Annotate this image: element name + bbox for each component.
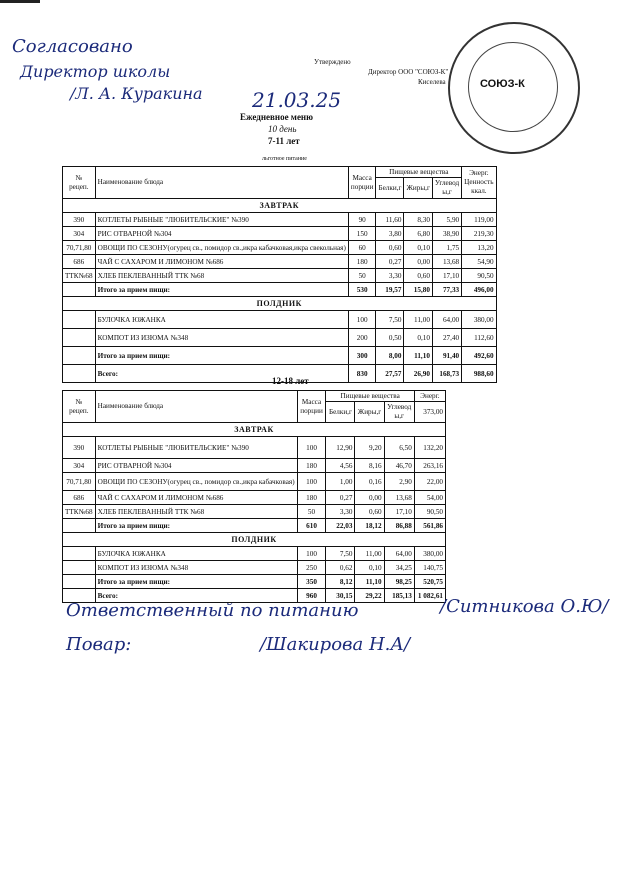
approval-left-line1: Согласовано — [12, 36, 133, 57]
total-carb: 86,88 — [384, 519, 414, 533]
menu-date: 21.03.25 — [252, 88, 342, 112]
total-carb: 98,25 — [384, 575, 414, 589]
cell-recipe: 304 — [63, 459, 96, 473]
cell-dish: РИС ОТВАРНОЙ №304 — [95, 459, 297, 473]
cell-protein: 3,30 — [326, 505, 355, 519]
table-row — [63, 311, 497, 329]
cell-fat: 9,20 — [355, 437, 384, 459]
col-carb: Углевод ы,г — [432, 178, 461, 199]
cell-carb: 6,50 — [384, 437, 414, 459]
cell-energy: 380,00 — [462, 311, 496, 329]
cell-dish: ОВОЩИ ПО СЕЗОНУ(огурец св., помидор св.,икра кабачковая) — [95, 473, 297, 491]
cell-energy: 54,90 — [462, 255, 496, 269]
col-mass: Масса порции — [297, 391, 326, 423]
cell-energy: 380,00 — [414, 547, 445, 561]
total-mass: 350 — [297, 575, 326, 589]
col-energy-label: Энерг. — [414, 391, 445, 402]
cell-recipe: 390 — [63, 437, 96, 459]
grand-total-protein: 27,57 — [376, 365, 404, 383]
cell-mass: 180 — [348, 255, 376, 269]
cell-empty — [63, 519, 96, 533]
total-fat: 18,12 — [355, 519, 384, 533]
company-stamp — [448, 22, 580, 154]
cell-protein: 0,60 — [376, 241, 404, 255]
cell-recipe: 390 — [63, 213, 96, 227]
cell-dish: КОТЛЕТЫ РЫБНЫЕ "ЛЮБИТЕЛЬСКИЕ" №390 — [95, 437, 297, 459]
cell-mass: 100 — [297, 547, 326, 561]
menu-age: 7-11 лет — [268, 136, 300, 146]
cell-fat: 0,60 — [355, 505, 384, 519]
cell-energy: 90,50 — [462, 269, 496, 283]
col-recipe: № рецеп. — [63, 391, 96, 423]
cell-protein: 3,80 — [376, 227, 404, 241]
total-mass: 610 — [297, 519, 326, 533]
grand-total-fat: 26,90 — [404, 365, 432, 383]
total-label: Итого за прием пищи: — [95, 575, 297, 589]
cell-protein: 0,27 — [376, 255, 404, 269]
col-mass: Масса порции — [348, 167, 376, 199]
grand-total-carb: 168,73 — [432, 365, 461, 383]
cell-protein: 0,27 — [326, 491, 355, 505]
cell-dish: РИС ОТВАРНОЙ №304 — [95, 227, 348, 241]
total-protein: 19,57 — [376, 283, 404, 297]
cell-fat: 8,16 — [355, 459, 384, 473]
table-row — [63, 459, 446, 473]
cell-mass: 200 — [348, 329, 376, 347]
cell-energy: 119,00 — [462, 213, 496, 227]
cell-energy: 54,00 — [414, 491, 445, 505]
cell-fat: 0,00 — [404, 255, 432, 269]
cell-recipe: 70,71,80 — [63, 473, 96, 491]
cook-name: /Шакирова Н.А/ — [260, 634, 411, 655]
total-protein: 8,12 — [326, 575, 355, 589]
cell-fat: 0,10 — [355, 561, 384, 575]
cell-empty — [63, 365, 96, 383]
total-label: Итого за прием пищи: — [95, 347, 348, 365]
total-mass: 530 — [348, 283, 376, 297]
responsible-label: Ответственный по питанию — [66, 600, 359, 621]
table-row — [63, 505, 446, 519]
cell-mass: 100 — [297, 437, 326, 459]
total-energy: 520,75 — [414, 575, 445, 589]
col-nutrients: Пищевые вещества — [376, 167, 462, 178]
approved-label: Утверждено — [314, 58, 351, 66]
cell-carb: 2,90 — [384, 473, 414, 491]
col-fat: Жиры,г — [355, 402, 384, 423]
section-breakfast: ЗАВТРАК — [63, 199, 497, 213]
cell-carb: 13,68 — [432, 255, 461, 269]
cell-carb: 34,25 — [384, 561, 414, 575]
cell-recipe — [63, 547, 96, 561]
cook-label: Повар: — [66, 634, 132, 655]
table-row — [63, 561, 446, 575]
cell-dish: ОВОЩИ ПО СЕЗОНУ(огурец св., помидор св.,икра кабачковая,икра свекольная) — [95, 241, 348, 255]
cell-dish: БУЛОЧКА ЮЖАНКА — [95, 311, 348, 329]
cell-dish: ХЛЕБ ПЕКЛЕВАННЫЙ ТТК №68 — [95, 505, 297, 519]
table-row — [63, 227, 497, 241]
total-carb: 77,33 — [432, 283, 461, 297]
cell-carb: 17,10 — [384, 505, 414, 519]
cell-energy: 22,00 — [414, 473, 445, 491]
col-energy-value: 373,00 — [414, 402, 445, 423]
grand-total-energy: 1 082,61 — [414, 589, 445, 603]
cell-dish: БУЛОЧКА ЮЖАНКА — [95, 547, 297, 561]
cell-energy: 263,16 — [414, 459, 445, 473]
cell-protein: 4,56 — [326, 459, 355, 473]
cell-mass: 180 — [297, 491, 326, 505]
cell-empty — [63, 575, 96, 589]
grand-total-label: Всего: — [95, 365, 348, 383]
cell-energy: 132,20 — [414, 437, 445, 459]
total-row — [63, 575, 446, 589]
cell-recipe: ТТК№68 — [63, 269, 96, 283]
cell-recipe: 70,71,80 — [63, 241, 96, 255]
section-breakfast: ЗАВТРАК — [63, 423, 446, 437]
total-row — [63, 519, 446, 533]
menu-table-7-11 — [62, 166, 497, 383]
cell-mass: 250 — [297, 561, 326, 575]
total-row — [63, 347, 497, 365]
cell-mass: 100 — [348, 311, 376, 329]
total-protein: 22,03 — [326, 519, 355, 533]
total-mass: 300 — [348, 347, 376, 365]
table-row — [63, 547, 446, 561]
cell-energy: 13,20 — [462, 241, 496, 255]
cell-carb: 1,75 — [432, 241, 461, 255]
section-snack: ПОЛДНИК — [63, 297, 497, 311]
total-energy: 492,60 — [462, 347, 496, 365]
director-name: Киселева — [418, 78, 446, 86]
grand-total-fat: 29,22 — [355, 589, 384, 603]
total-fat: 11,10 — [355, 575, 384, 589]
cell-carb: 5,90 — [432, 213, 461, 227]
cell-carb: 46,70 — [384, 459, 414, 473]
table-row — [63, 329, 497, 347]
director-line: Директор ООО "СОЮЗ-К" — [368, 68, 449, 76]
cell-protein: 1,00 — [326, 473, 355, 491]
cell-dish: КОМПОТ ИЗ ИЗЮМА №348 — [95, 329, 348, 347]
table-row — [63, 473, 446, 491]
cell-dish: ЧАЙ С САХАРОМ И ЛИМОНОМ №686 — [95, 491, 297, 505]
cell-empty — [63, 347, 96, 365]
total-label: Итого за прием пищи: — [95, 519, 297, 533]
cell-fat: 6,80 — [404, 227, 432, 241]
responsible-name: /Ситникова О.Ю/ — [440, 596, 609, 617]
col-fat: Жиры,г — [404, 178, 432, 199]
cell-protein: 0,50 — [376, 329, 404, 347]
cell-energy: 219,30 — [462, 227, 496, 241]
cell-fat: 0,10 — [404, 329, 432, 347]
cell-carb: 38,90 — [432, 227, 461, 241]
section-snack: ПОЛДНИК — [63, 533, 446, 547]
total-protein: 8,00 — [376, 347, 404, 365]
col-recipe: № рецеп. — [63, 167, 96, 199]
table-row — [63, 491, 446, 505]
cell-carb: 27,40 — [432, 329, 461, 347]
cell-protein: 3,30 — [376, 269, 404, 283]
cell-energy: 112,60 — [462, 329, 496, 347]
cell-dish: КОМПОТ ИЗ ИЗЮМА №348 — [95, 561, 297, 575]
col-protein: Белки,г — [376, 178, 404, 199]
cell-fat: 11,00 — [404, 311, 432, 329]
cell-mass: 150 — [348, 227, 376, 241]
cell-protein: 0,62 — [326, 561, 355, 575]
cell-energy: 90,50 — [414, 505, 445, 519]
grand-total-mass: 830 — [348, 365, 376, 383]
col-nutrients: Пищевые вещества — [326, 391, 414, 402]
age-group-2: 12-18 лет — [272, 376, 309, 386]
col-protein: Белки,г — [326, 402, 355, 423]
total-fat: 11,10 — [404, 347, 432, 365]
table-row — [63, 213, 497, 227]
grand-total-protein: 30,15 — [326, 589, 355, 603]
cell-protein: 12,90 — [326, 437, 355, 459]
cell-recipe — [63, 311, 96, 329]
grand-total-carb: 185,13 — [384, 589, 414, 603]
cell-energy: 140,75 — [414, 561, 445, 575]
cell-mass: 50 — [348, 269, 376, 283]
menu-day: 10 день — [268, 124, 297, 134]
cell-mass: 100 — [297, 473, 326, 491]
cell-carb: 64,00 — [384, 547, 414, 561]
cell-carb: 64,00 — [432, 311, 461, 329]
cell-carb: 17,10 — [432, 269, 461, 283]
cell-fat: 11,00 — [355, 547, 384, 561]
total-energy: 496,00 — [462, 283, 496, 297]
cell-fat: 0,10 — [404, 241, 432, 255]
cell-recipe — [63, 329, 96, 347]
menu-subtitle: льготное питание — [262, 156, 307, 162]
cell-dish: ЧАЙ С САХАРОМ И ЛИМОНОМ №686 — [95, 255, 348, 269]
total-label: Итого за прием пищи: — [95, 283, 348, 297]
grand-total-energy: 988,60 — [462, 365, 496, 383]
total-energy: 561,86 — [414, 519, 445, 533]
cell-mass: 50 — [297, 505, 326, 519]
scan-artifact — [0, 0, 40, 3]
total-row — [63, 283, 497, 297]
table-row — [63, 241, 497, 255]
cell-fat: 8,30 — [404, 213, 432, 227]
table-row — [63, 269, 497, 283]
cell-carb: 13,68 — [384, 491, 414, 505]
table-row — [63, 255, 497, 269]
col-dish: Наименование блюда — [95, 167, 348, 199]
menu-table-12-18 — [62, 390, 446, 603]
table-row — [63, 437, 446, 459]
cell-recipe: ТТК№68 — [63, 505, 96, 519]
grand-total-mass: 960 — [297, 589, 326, 603]
col-carb: Углевод ы,г — [384, 402, 414, 423]
total-carb: 91,40 — [432, 347, 461, 365]
cell-recipe — [63, 561, 96, 575]
col-energy: Энерг. Ценность ккал. — [462, 167, 496, 199]
cell-fat: 0,60 — [404, 269, 432, 283]
cell-empty — [63, 283, 96, 297]
stamp-label: СОЮЗ-К — [480, 78, 525, 90]
cell-protein: 7,50 — [326, 547, 355, 561]
cell-dish: ХЛЕБ ПЕКЛЕВАННЫЙ ТТК №68 — [95, 269, 348, 283]
grand-total-label: Всего: — [95, 589, 297, 603]
cell-mass: 180 — [297, 459, 326, 473]
approval-left-signature: /Л. А. Куракина — [70, 84, 203, 103]
cell-mass: 90 — [348, 213, 376, 227]
cell-recipe: 686 — [63, 491, 96, 505]
cell-fat: 0,16 — [355, 473, 384, 491]
approval-left-line2: Директор школы — [20, 62, 171, 81]
cell-protein: 7,50 — [376, 311, 404, 329]
cell-recipe: 304 — [63, 227, 96, 241]
menu-title: Ежедневное меню — [240, 112, 313, 122]
cell-dish: КОТЛЕТЫ РЫБНЫЕ "ЛЮБИТЕЛЬСКИЕ" №390 — [95, 213, 348, 227]
cell-mass: 60 — [348, 241, 376, 255]
total-fat: 15,80 — [404, 283, 432, 297]
cell-recipe: 686 — [63, 255, 96, 269]
cell-fat: 0,00 — [355, 491, 384, 505]
col-dish: Наименование блюда — [95, 391, 297, 423]
cell-protein: 11,60 — [376, 213, 404, 227]
